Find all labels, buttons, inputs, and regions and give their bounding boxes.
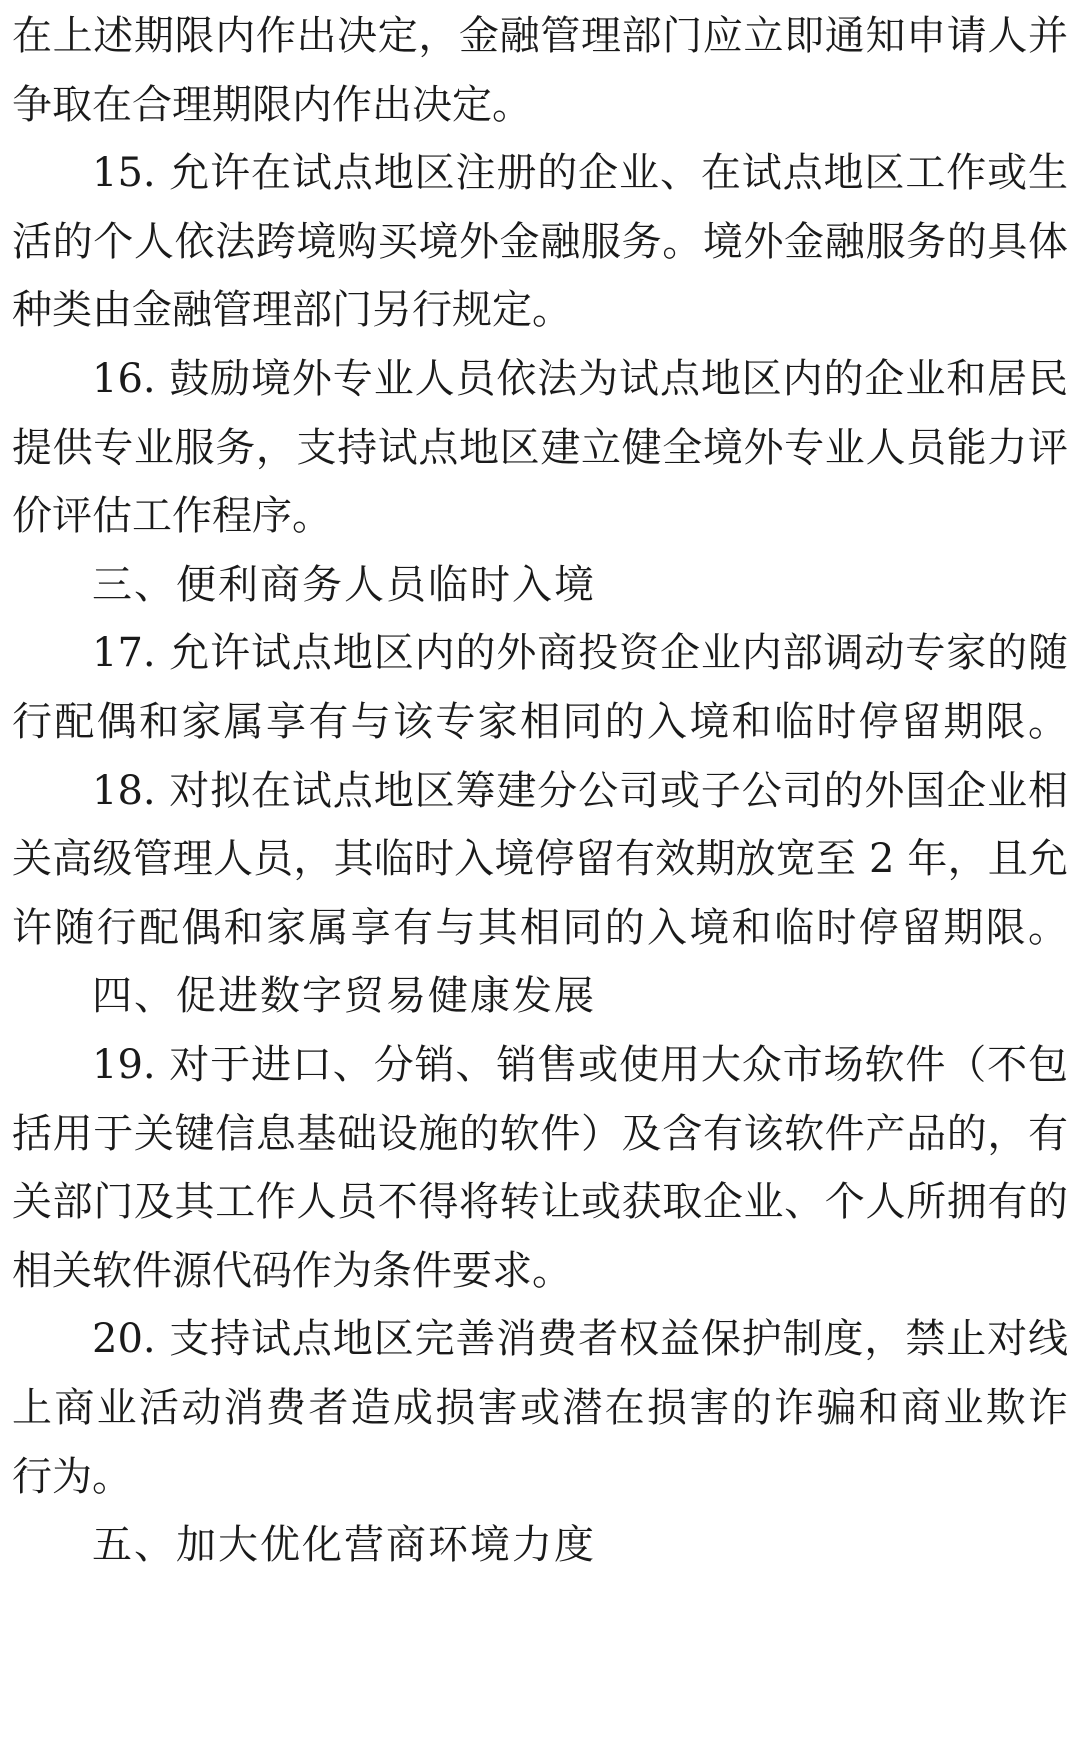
text-line: 行为。 (12, 1453, 132, 1500)
text-line: 15. 允许在试点地区注册的企业、在试点地区工作或生 (92, 150, 1068, 197)
text-line: 种类由金融管理部门另行规定。 (12, 287, 572, 334)
text-line: 18. 对拟在试点地区筹建分公司或子公司的外国企业相 (92, 767, 1068, 814)
text-line: 关部门及其工作人员不得将转让或获取企业、个人所拥有的 (12, 1179, 1068, 1226)
text-line: 提供专业服务，支持试点地区建立健全境外专业人员能力评 (12, 424, 1068, 471)
text-line: 关高级管理人员，其临时入境停留有效期放宽至 2 年，且允 (12, 836, 1068, 883)
text-line: 在上述期限内作出决定，金融管理部门应立即通知申请人并 (12, 13, 1068, 59)
text-line: 争取在合理期限内作出决定。 (12, 81, 532, 128)
text-line: 上商业活动消费者造成损害或潜在损害的诈骗和商业欺诈 (12, 1385, 1068, 1431)
text-line: 括用于关键信息基础设施的软件）及含有该软件产品的，有 (12, 1110, 1068, 1157)
section-heading: 五、加大优化营商环境力度 (92, 1522, 596, 1569)
section-heading: 四、促进数字贸易健康发展 (92, 973, 596, 1020)
section-heading: 三、便利商务人员临时入境 (92, 561, 596, 608)
text-line: 19. 对于进口、分销、销售或使用大众市场软件（不包 (92, 1042, 1068, 1088)
text-line: 17. 允许试点地区内的外商投资企业内部调动专家的随 (92, 630, 1068, 677)
text-line: 20. 支持试点地区完善消费者权益保护制度，禁止对线 (92, 1316, 1068, 1363)
text-line: 活的个人依法跨境购买境外金融服务。境外金融服务的具体 (12, 218, 1068, 265)
text-line: 许随行配偶和家属享有与其相同的入境和临时停留期限。 (12, 904, 1068, 951)
text-line: 16. 鼓励境外专业人员依法为试点地区内的企业和居民 (92, 356, 1068, 402)
text-line: 相关软件源代码作为条件要求。 (12, 1247, 572, 1294)
text-line: 行配偶和家属享有与该专家相同的入境和临时停留期限。 (12, 699, 1068, 745)
text-line: 价评估工作程序。 (12, 493, 332, 540)
